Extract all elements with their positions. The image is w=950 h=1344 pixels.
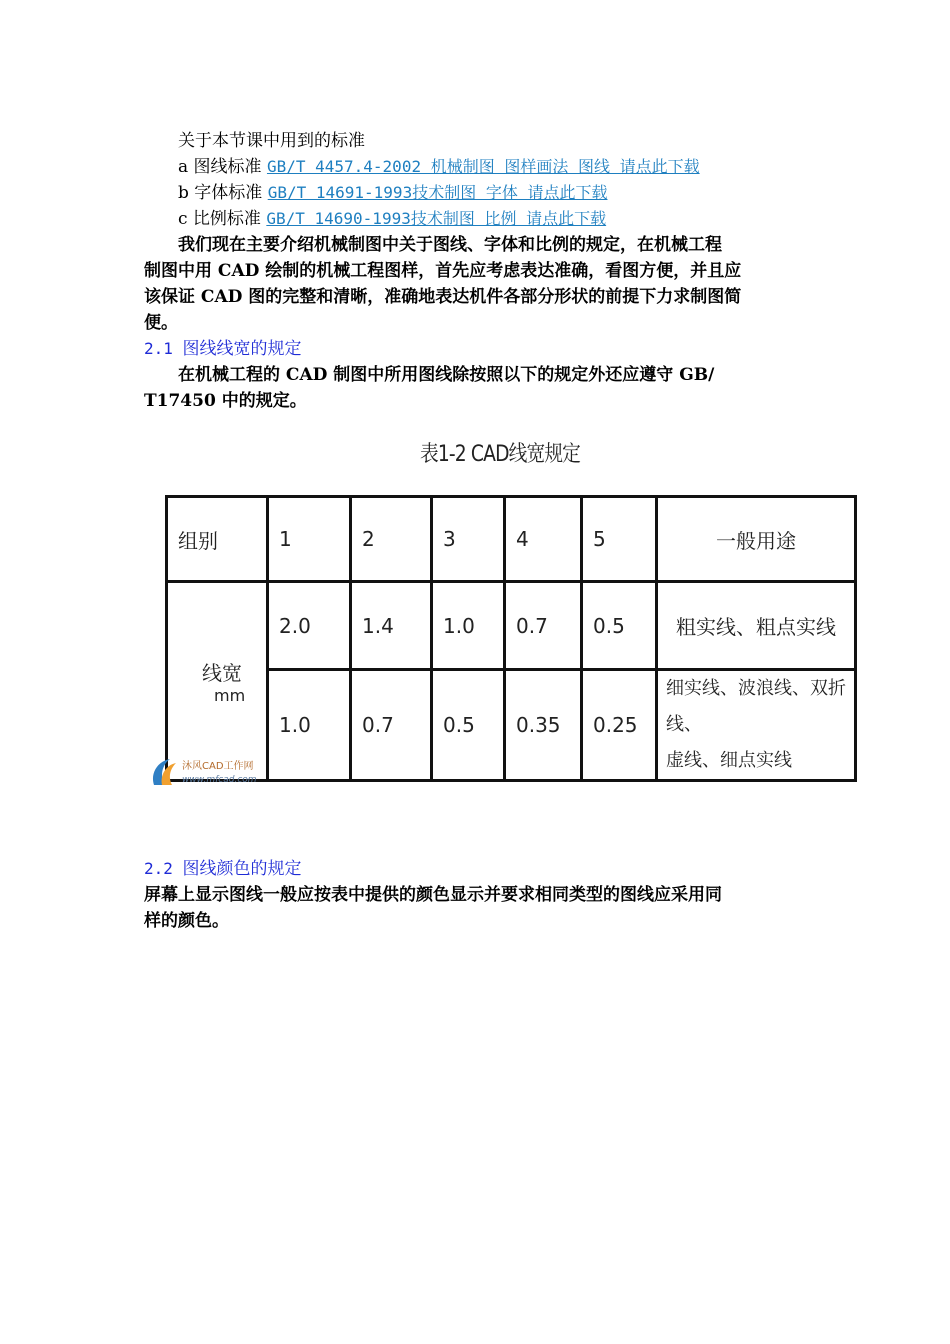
watermark-url: www.mfcad.com	[182, 775, 257, 785]
standard-download-link[interactable]: GB/T 14691-1993技术制图 字体 请点此下载	[267, 183, 608, 202]
site-watermark	[148, 755, 268, 795]
table-header-cell: 4	[505, 497, 582, 582]
intro-title: 关于本节课中用到的标准	[178, 131, 365, 151]
table-cell-usage: 粗实线、粗点实线	[657, 582, 856, 670]
table-header-cell: 5	[582, 497, 657, 582]
standard-download-link[interactable]: GB/T 14690-1993技术制图 比例 请点此下载	[266, 209, 607, 228]
table-row	[167, 670, 856, 781]
row-label-cell	[167, 582, 268, 781]
paragraph-line: 我们现在主要介绍机械制图中关于图线、字体和比例的规定，在机械工程	[178, 235, 722, 255]
table-cell: 0.7	[505, 582, 582, 670]
table-cell: 0.5	[432, 670, 505, 781]
standard-label: a 图线标准	[178, 157, 267, 177]
table-cell-usage	[657, 670, 856, 781]
standard-item-c	[178, 206, 606, 232]
table-row	[167, 582, 856, 670]
section-text-line: T17450 中的规定。	[144, 391, 307, 411]
standard-item-a	[178, 154, 700, 180]
standard-label: c 比例标准	[178, 209, 267, 229]
table-header-cell: 组别	[167, 497, 268, 582]
table-cell: 2.0	[268, 582, 351, 670]
standard-item-b	[178, 180, 607, 206]
paragraph-line: 该保证 CAD 图的完整和清晰，准确地表达机件各部分形状的前提下力求制图简	[144, 287, 742, 307]
section-number: 2.2	[144, 859, 183, 878]
section-title: 图线线宽的规定	[182, 339, 302, 359]
row-unit: mm	[214, 686, 246, 705]
standard-label: b 字体标准	[178, 183, 268, 203]
section-number: 2.1	[144, 339, 183, 358]
usage-line: 虚线、细点实线	[666, 750, 792, 771]
table-cell: 0.25	[582, 670, 657, 781]
watermark-text: 沐风CAD工作网	[182, 761, 254, 772]
table-cell: 0.7	[351, 670, 432, 781]
section-title: 图线颜色的规定	[182, 859, 302, 879]
site-logo-icon	[148, 755, 180, 791]
table-cell: 1.0	[432, 582, 505, 670]
standard-download-link[interactable]: GB/T 4457.4-2002 机械制图 图样画法 图线 请点此下载	[266, 157, 700, 176]
table-header-cell: 3	[432, 497, 505, 582]
table-cell: 1.0	[268, 670, 351, 781]
usage-line: 细实线、波浪线、双折线、	[666, 678, 846, 735]
line-width-table	[165, 495, 857, 782]
table-cell: 1.4	[351, 582, 432, 670]
table-header-cell: 一般用途	[657, 497, 856, 582]
section-heading-2-1	[144, 336, 302, 362]
table-cell: 0.35	[505, 670, 582, 781]
section-text-line: 在机械工程的 CAD 制图中所用图线除按照以下的规定外还应遵守 GB/	[178, 365, 715, 385]
table-header-cell: 2	[351, 497, 432, 582]
section-text-line: 样的颜色。	[144, 911, 229, 931]
line-width-table-image	[140, 425, 860, 805]
table-header-cell: 1	[268, 497, 351, 582]
section-text-line: 屏幕上显示图线一般应按表中提供的颜色显示并要求相同类型的图线应采用同	[144, 885, 722, 905]
row-label: 线宽	[202, 661, 242, 685]
paragraph-line: 便。	[144, 313, 178, 333]
paragraph-line: 制图中用 CAD 绘制的机械工程图样，首先应考虑表达准确，看图方便，并且应	[144, 261, 742, 281]
table-cell: 0.5	[582, 582, 657, 670]
section-heading-2-2	[144, 856, 302, 882]
table-header-row	[167, 497, 856, 582]
table-caption: 表1-2 CAD线宽规定	[419, 442, 581, 467]
